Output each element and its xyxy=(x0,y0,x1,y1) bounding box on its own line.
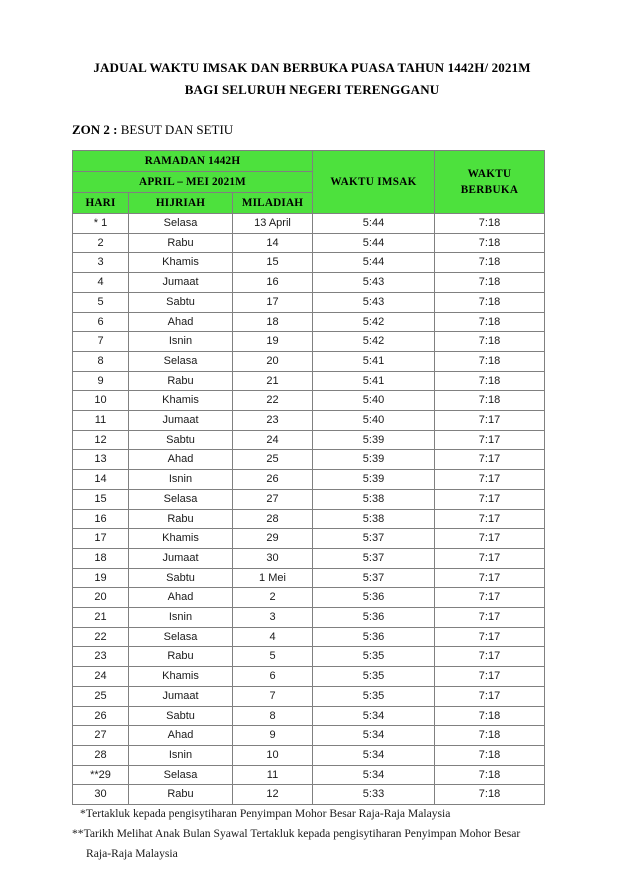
cell-berbuka: 7:18 xyxy=(435,312,545,332)
table-row xyxy=(73,371,545,391)
cell-hari: * 1 xyxy=(73,214,129,234)
header-col-miladiah: MILADIAH xyxy=(233,193,313,214)
table-row xyxy=(73,233,545,253)
table-row xyxy=(73,470,545,490)
cell-hari: 14 xyxy=(73,470,129,490)
cell-hijriah: Rabu xyxy=(129,509,233,529)
cell-imsak: 5:36 xyxy=(313,588,435,608)
table-row xyxy=(73,568,545,588)
cell-miladiah: 1 Mei xyxy=(233,568,313,588)
cell-miladiah: 22 xyxy=(233,391,313,411)
header-ramadan-group: RAMADAN 1442H xyxy=(73,151,313,172)
cell-hari: 18 xyxy=(73,548,129,568)
cell-hari: **29 xyxy=(73,765,129,785)
cell-miladiah: 18 xyxy=(233,312,313,332)
cell-imsak: 5:40 xyxy=(313,411,435,431)
cell-miladiah: 30 xyxy=(233,548,313,568)
cell-hijriah: Sabtu xyxy=(129,292,233,312)
cell-imsak: 5:35 xyxy=(313,667,435,687)
cell-berbuka: 7:17 xyxy=(435,608,545,628)
cell-hijriah: Khamis xyxy=(129,667,233,687)
cell-hijriah: Ahad xyxy=(129,312,233,332)
cell-hijriah: Khamis xyxy=(129,253,233,273)
cell-imsak: 5:38 xyxy=(313,509,435,529)
cell-miladiah: 12 xyxy=(233,785,313,805)
header-waktu-berbuka-line1: WAKTU xyxy=(467,168,512,180)
table-body xyxy=(73,214,545,805)
cell-imsak: 5:40 xyxy=(313,391,435,411)
cell-berbuka: 7:18 xyxy=(435,233,545,253)
cell-miladiah: 10 xyxy=(233,745,313,765)
table-row xyxy=(73,548,545,568)
cell-hijriah: Selasa xyxy=(129,351,233,371)
cell-miladiah: 25 xyxy=(233,450,313,470)
cell-imsak: 5:43 xyxy=(313,292,435,312)
table-row xyxy=(73,312,545,332)
cell-miladiah: 16 xyxy=(233,273,313,293)
cell-hijriah: Jumaat xyxy=(129,548,233,568)
cell-imsak: 5:44 xyxy=(313,253,435,273)
table-row xyxy=(73,292,545,312)
table-row xyxy=(73,253,545,273)
footnote-double-asterisk-line2: Raja-Raja Malaysia xyxy=(86,847,178,860)
cell-miladiah: 13 April xyxy=(233,214,313,234)
cell-hari: 21 xyxy=(73,608,129,628)
table-row xyxy=(73,765,545,785)
cell-imsak: 5:42 xyxy=(313,332,435,352)
cell-miladiah: 2 xyxy=(233,588,313,608)
cell-hari: 28 xyxy=(73,745,129,765)
cell-miladiah: 21 xyxy=(233,371,313,391)
cell-miladiah: 20 xyxy=(233,351,313,371)
cell-berbuka: 7:17 xyxy=(435,411,545,431)
cell-hijriah: Sabtu xyxy=(129,430,233,450)
cell-berbuka: 7:18 xyxy=(435,214,545,234)
cell-hari: 26 xyxy=(73,706,129,726)
cell-imsak: 5:34 xyxy=(313,726,435,746)
cell-berbuka: 7:17 xyxy=(435,548,545,568)
header-waktu-imsak: WAKTU IMSAK xyxy=(313,151,435,214)
cell-imsak: 5:34 xyxy=(313,745,435,765)
table-row xyxy=(73,273,545,293)
cell-berbuka: 7:18 xyxy=(435,726,545,746)
cell-miladiah: 27 xyxy=(233,489,313,509)
cell-hijriah: Sabtu xyxy=(129,706,233,726)
table-row xyxy=(73,509,545,529)
cell-miladiah: 26 xyxy=(233,470,313,490)
cell-berbuka: 7:18 xyxy=(435,391,545,411)
cell-imsak: 5:39 xyxy=(313,450,435,470)
table-row xyxy=(73,489,545,509)
header-row-ramadan xyxy=(73,151,545,172)
cell-imsak: 5:37 xyxy=(313,568,435,588)
cell-berbuka: 7:18 xyxy=(435,351,545,371)
cell-hijriah: Isnin xyxy=(129,745,233,765)
cell-hari: 24 xyxy=(73,667,129,687)
table-row xyxy=(73,529,545,549)
cell-imsak: 5:37 xyxy=(313,529,435,549)
cell-miladiah: 14 xyxy=(233,233,313,253)
cell-hijriah: Isnin xyxy=(129,332,233,352)
cell-imsak: 5:36 xyxy=(313,608,435,628)
cell-berbuka: 7:17 xyxy=(435,430,545,450)
cell-miladiah: 11 xyxy=(233,765,313,785)
cell-hari: 17 xyxy=(73,529,129,549)
prayer-schedule-table xyxy=(72,150,545,805)
cell-miladiah: 5 xyxy=(233,647,313,667)
cell-berbuka: 7:18 xyxy=(435,253,545,273)
table-row xyxy=(73,745,545,765)
cell-hijriah: Jumaat xyxy=(129,273,233,293)
cell-imsak: 5:41 xyxy=(313,371,435,391)
table-row xyxy=(73,351,545,371)
cell-berbuka: 7:17 xyxy=(435,568,545,588)
cell-imsak: 5:34 xyxy=(313,706,435,726)
table-row xyxy=(73,726,545,746)
cell-berbuka: 7:17 xyxy=(435,470,545,490)
cell-hijriah: Jumaat xyxy=(129,411,233,431)
header-waktu-berbuka-line2: BERBUKA xyxy=(460,184,519,196)
cell-berbuka: 7:18 xyxy=(435,765,545,785)
cell-hari: 11 xyxy=(73,411,129,431)
cell-hijriah: Selasa xyxy=(129,489,233,509)
cell-imsak: 5:39 xyxy=(313,430,435,450)
cell-miladiah: 23 xyxy=(233,411,313,431)
cell-imsak: 5:44 xyxy=(313,214,435,234)
cell-miladiah: 3 xyxy=(233,608,313,628)
table-row xyxy=(73,785,545,805)
cell-berbuka: 7:18 xyxy=(435,332,545,352)
cell-hijriah: Rabu xyxy=(129,371,233,391)
cell-berbuka: 7:18 xyxy=(435,273,545,293)
cell-imsak: 5:39 xyxy=(313,470,435,490)
cell-imsak: 5:37 xyxy=(313,548,435,568)
cell-miladiah: 24 xyxy=(233,430,313,450)
header-col-hijriah: HIJRIAH xyxy=(129,193,233,214)
header-month-group: APRIL – MEI 2021M xyxy=(73,172,313,193)
cell-hari: 25 xyxy=(73,686,129,706)
cell-berbuka: 7:17 xyxy=(435,686,545,706)
table-row xyxy=(73,332,545,352)
table-row xyxy=(73,647,545,667)
cell-hijriah: Selasa xyxy=(129,214,233,234)
cell-berbuka: 7:18 xyxy=(435,292,545,312)
cell-hari: 6 xyxy=(73,312,129,332)
cell-hari: 9 xyxy=(73,371,129,391)
cell-imsak: 5:35 xyxy=(313,647,435,667)
cell-hari: 20 xyxy=(73,588,129,608)
cell-berbuka: 7:17 xyxy=(435,509,545,529)
zone-heading xyxy=(72,121,233,139)
cell-berbuka: 7:17 xyxy=(435,588,545,608)
cell-hijriah: Rabu xyxy=(129,647,233,667)
cell-hari: 12 xyxy=(73,430,129,450)
cell-hari: 7 xyxy=(73,332,129,352)
footnote-single-asterisk: *Tertakluk kepada pengisytiharan Penyimpan Mohor Besar Raja-Raja Malaysia xyxy=(80,807,451,820)
cell-imsak: 5:38 xyxy=(313,489,435,509)
cell-hijriah: Rabu xyxy=(129,233,233,253)
cell-hari: 19 xyxy=(73,568,129,588)
cell-hijriah: Khamis xyxy=(129,391,233,411)
cell-hijriah: Isnin xyxy=(129,608,233,628)
zone-value: BESUT DAN SETIU xyxy=(120,122,234,137)
cell-hijriah: Sabtu xyxy=(129,568,233,588)
cell-hari: 8 xyxy=(73,351,129,371)
cell-hari: 10 xyxy=(73,391,129,411)
cell-imsak: 5:42 xyxy=(313,312,435,332)
cell-hijriah: Ahad xyxy=(129,450,233,470)
table-row xyxy=(73,430,545,450)
zone-label: ZON 2 : xyxy=(72,122,118,137)
cell-hari: 4 xyxy=(73,273,129,293)
cell-berbuka: 7:18 xyxy=(435,745,545,765)
table-row xyxy=(73,608,545,628)
cell-hari: 30 xyxy=(73,785,129,805)
table-row xyxy=(73,214,545,234)
cell-hari: 23 xyxy=(73,647,129,667)
cell-berbuka: 7:18 xyxy=(435,706,545,726)
cell-miladiah: 19 xyxy=(233,332,313,352)
cell-imsak: 5:44 xyxy=(313,233,435,253)
cell-miladiah: 15 xyxy=(233,253,313,273)
cell-imsak: 5:43 xyxy=(313,273,435,293)
cell-hari: 13 xyxy=(73,450,129,470)
cell-hari: 27 xyxy=(73,726,129,746)
cell-hijriah: Khamis xyxy=(129,529,233,549)
document-title-block xyxy=(0,57,624,101)
cell-miladiah: 7 xyxy=(233,686,313,706)
table-header xyxy=(73,151,545,214)
schedule-table-wrapper xyxy=(72,150,544,805)
table-row xyxy=(73,450,545,470)
footnote-double-asterisk-line1: **Tarikh Melihat Anak Bulan Syawal Tertakluk kepada pengisytiharan Penyimpan Mohor Besar xyxy=(72,827,521,840)
cell-imsak: 5:33 xyxy=(313,785,435,805)
table-row xyxy=(73,588,545,608)
cell-miladiah: 6 xyxy=(233,667,313,687)
cell-miladiah: 8 xyxy=(233,706,313,726)
cell-berbuka: 7:17 xyxy=(435,627,545,647)
cell-hari: 2 xyxy=(73,233,129,253)
cell-hari: 22 xyxy=(73,627,129,647)
cell-berbuka: 7:17 xyxy=(435,529,545,549)
cell-hijriah: Ahad xyxy=(129,726,233,746)
cell-miladiah: 9 xyxy=(233,726,313,746)
cell-hari: 15 xyxy=(73,489,129,509)
cell-berbuka: 7:17 xyxy=(435,489,545,509)
cell-hari: 16 xyxy=(73,509,129,529)
page-title-line-2: BAGI SELURUH NEGERI TERENGGANU xyxy=(184,82,440,97)
cell-imsak: 5:35 xyxy=(313,686,435,706)
cell-hijriah: Rabu xyxy=(129,785,233,805)
cell-hijriah: Ahad xyxy=(129,588,233,608)
cell-imsak: 5:36 xyxy=(313,627,435,647)
table-row xyxy=(73,686,545,706)
cell-hijriah: Isnin xyxy=(129,470,233,490)
cell-berbuka: 7:17 xyxy=(435,450,545,470)
table-row xyxy=(73,667,545,687)
header-waktu-berbuka xyxy=(435,151,545,214)
page-title-line-1: JADUAL WAKTU IMSAK DAN BERBUKA PUASA TAHUN 1442H/ 2021M xyxy=(93,60,531,75)
footnotes-block xyxy=(72,804,562,864)
table-row xyxy=(73,411,545,431)
cell-miladiah: 29 xyxy=(233,529,313,549)
table-row xyxy=(73,706,545,726)
cell-imsak: 5:34 xyxy=(313,765,435,785)
cell-berbuka: 7:18 xyxy=(435,785,545,805)
cell-hari: 3 xyxy=(73,253,129,273)
cell-berbuka: 7:17 xyxy=(435,667,545,687)
cell-berbuka: 7:18 xyxy=(435,371,545,391)
cell-hijriah: Selasa xyxy=(129,627,233,647)
cell-miladiah: 17 xyxy=(233,292,313,312)
cell-imsak: 5:41 xyxy=(313,351,435,371)
table-row xyxy=(73,391,545,411)
table-row xyxy=(73,627,545,647)
cell-berbuka: 7:17 xyxy=(435,647,545,667)
cell-hijriah: Jumaat xyxy=(129,686,233,706)
cell-miladiah: 4 xyxy=(233,627,313,647)
cell-hari: 5 xyxy=(73,292,129,312)
cell-hijriah: Selasa xyxy=(129,765,233,785)
header-col-hari: HARI xyxy=(73,193,129,214)
footnote-double-asterisk xyxy=(72,824,562,864)
cell-miladiah: 28 xyxy=(233,509,313,529)
